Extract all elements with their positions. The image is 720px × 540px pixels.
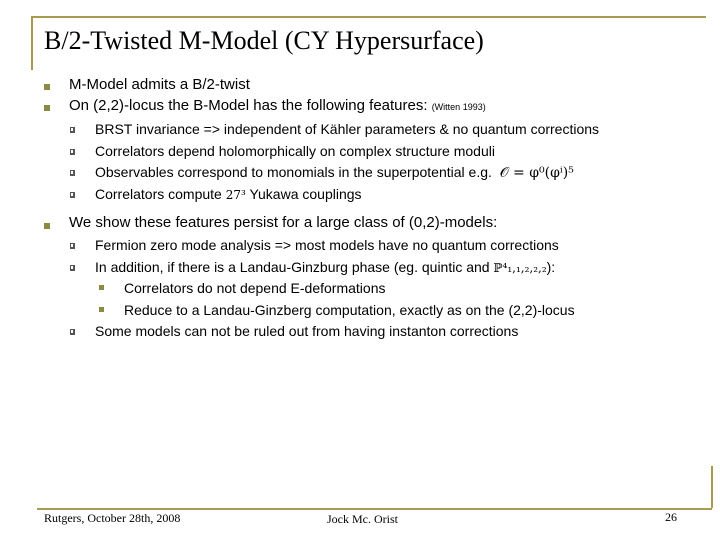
bullet-2-text [69,97,486,114]
yukawa-count-math: 27³ [225,188,246,202]
hollow-square-icon [70,127,75,133]
hollow-square-icon [70,170,75,176]
sub-b-3-text: Observables correspond to monomials in the superpotential e.g. [95,164,492,180]
bullet-3-text: We show these features persist for a large class of (0,2)-models: [69,214,498,231]
sub-b-4 [95,186,362,202]
frame-top-line [31,16,706,18]
hollow-square-icon [70,243,75,249]
page-number: 26 [665,510,677,524]
bullet-square-icon [44,223,50,229]
sub-b-4-before: Correlators compute [95,186,226,202]
sub-b-4-after: Yukawa couplings [245,186,362,202]
sub-c-2-before: In addition, if there is a Landau-Ginzburg phase (eg. quintic and [95,259,494,275]
footer-author: Jock Mc. Orist [327,512,398,526]
hollow-square-icon [70,265,75,271]
hollow-square-icon [70,329,75,335]
bullet-square-icon [99,285,104,290]
frame-right-line [711,466,713,508]
sub-b-2: Correlators depend holomorphically on complex structure moduli [95,143,495,159]
projective-space-math: ℙ⁴₁,₁,₂,₂,₂ [493,261,547,275]
sub-c-2-after: ): [546,259,556,275]
sub-sub-1: Correlators do not depend E-deformations [124,280,386,296]
footer-venue-date: Rutgers, October 28th, 2008 [44,511,181,525]
hollow-square-icon [70,149,75,155]
sub-b-3 [95,164,574,181]
sub-c-1: Fermion zero mode analysis => most models have no quantum corrections [95,237,559,253]
sub-sub-2: Reduce to a Landau-Ginzberg computation, exactly as on the (2,2)-locus [124,302,575,318]
bullet-square-icon [99,307,104,312]
last-sub-bullet: Some models can not be ruled out from having instanton corrections [95,323,519,339]
frame-bottom-line [37,508,712,510]
bullet-1-text: M-Model admits a B/2-twist [69,76,250,93]
slide-title: B/2-Twisted M-Model (CY Hypersurface) [44,26,484,55]
bullet-square-icon [44,105,50,111]
bullet-square-icon [44,84,50,90]
bullet-2-main: On (2,2)-locus the B-Model has the following features: [69,97,432,114]
sub-b-1: BRST invariance => independent of Kähler parameters & no quantum corrections [95,121,600,137]
hollow-square-icon [70,192,75,198]
sub-c-2 [95,259,555,275]
frame-left-line [31,16,33,70]
citation: (Witten 1993) [431,102,486,112]
observable-formula: 𝒪 = φ⁰(φⁱ)⁵ [499,165,574,181]
